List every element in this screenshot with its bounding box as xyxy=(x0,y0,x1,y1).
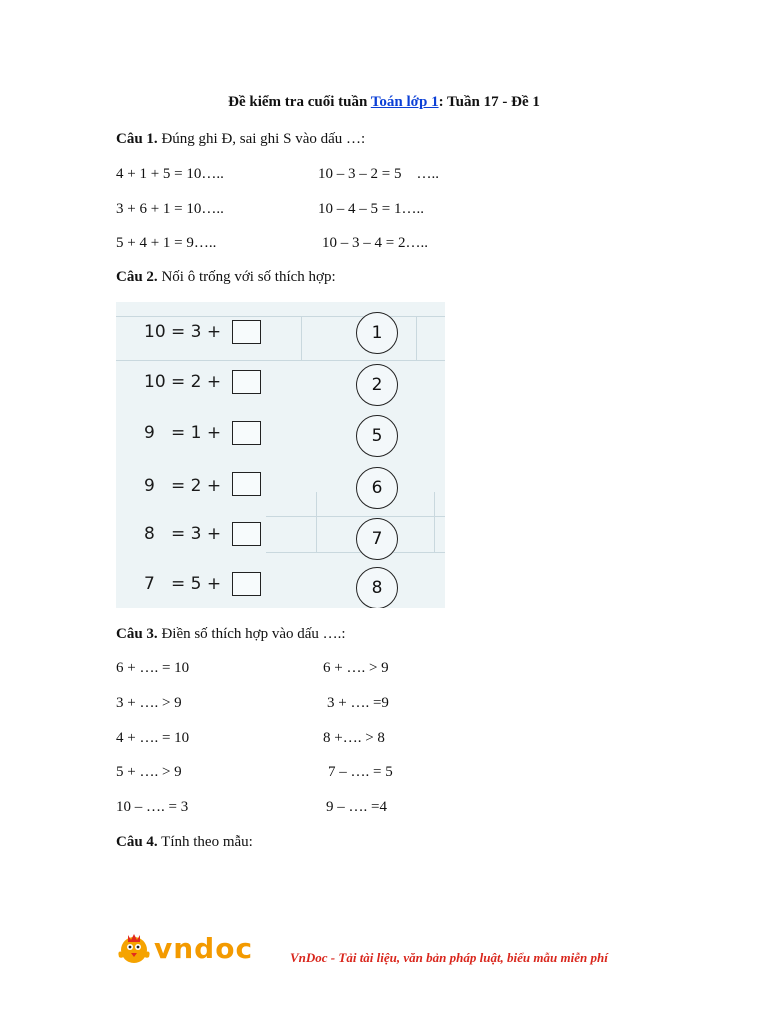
q3-right-1: 6 + …. > 9 xyxy=(323,660,389,676)
q1-left-3: 5 + 4 + 1 = 9….. xyxy=(116,235,217,251)
vndoc-logo[interactable] xyxy=(116,928,266,968)
answer-box[interactable] xyxy=(232,572,261,596)
q1-right-1: 10 – 3 – 2 = 5 ….. xyxy=(318,166,439,182)
number-circle[interactable]: 2 xyxy=(356,364,398,406)
answer-box[interactable] xyxy=(232,522,261,546)
q1-left-2: 3 + 6 + 1 = 10….. xyxy=(116,201,224,217)
question-3-title xyxy=(116,626,346,643)
number-circle[interactable]: 1 xyxy=(356,312,398,354)
answer-box[interactable] xyxy=(232,370,261,394)
q3-left-5: 10 – …. = 3 xyxy=(116,799,189,815)
number-circle[interactable]: 8 xyxy=(356,567,398,608)
q3-left-4: 5 + …. > 9 xyxy=(116,764,182,780)
title-prefix: Đề kiểm tra cuối tuần xyxy=(228,94,371,110)
question-1-title xyxy=(116,131,365,148)
title-suffix: : Tuần 17 - Đề 1 xyxy=(438,94,540,110)
match-equation: 10 = 3 + xyxy=(144,322,222,342)
answer-box[interactable] xyxy=(232,421,261,445)
question-4-text: Tính theo mẫu: xyxy=(157,834,253,850)
q3-left-2: 3 + …. > 9 xyxy=(116,695,182,711)
question-4-label: Câu 4. xyxy=(116,834,158,850)
logo-wordmark: vndoc xyxy=(154,931,254,965)
q1-left-1: 4 + 1 + 5 = 10….. xyxy=(116,166,224,182)
match-equation: 9 = 1 + xyxy=(144,423,222,443)
question-2-text: Nối ô trống với số thích hợp: xyxy=(157,269,336,285)
question-2-title xyxy=(116,269,336,286)
question-3-text: Điền số thích hợp vào dấu ….: xyxy=(157,626,346,642)
q3-left-1: 6 + …. = 10 xyxy=(116,660,190,676)
q3-right-3: 8 +…. > 8 xyxy=(323,730,385,746)
q3-right-4: 7 – …. = 5 xyxy=(328,764,393,780)
question-2-label: Câu 2. xyxy=(116,269,158,285)
number-circle[interactable]: 5 xyxy=(356,415,398,457)
q1-right-2: 10 – 4 – 5 = 1….. xyxy=(318,201,424,217)
number-circle[interactable]: 7 xyxy=(356,518,398,560)
match-equation: 9 = 2 + xyxy=(144,476,222,496)
q3-right-2: 3 + …. =9 xyxy=(327,695,389,711)
match-equation: 7 = 5 + xyxy=(144,574,222,594)
title-link[interactable]: Toán lớp 1 xyxy=(370,94,439,110)
answer-box[interactable] xyxy=(232,472,261,496)
question-1-label: Câu 1. xyxy=(116,131,158,147)
q1-right-3: 10 – 3 – 4 = 2….. xyxy=(322,235,428,251)
question-3-label: Câu 3. xyxy=(116,626,158,642)
question-4-title xyxy=(116,834,253,851)
match-equation: 10 = 2 + xyxy=(144,372,222,392)
page-title xyxy=(0,94,768,111)
q3-right-5: 9 – …. =4 xyxy=(326,799,387,815)
answer-box[interactable] xyxy=(232,320,261,344)
match-equation: 8 = 3 + xyxy=(144,524,222,544)
footer-tagline: VnDoc - Tải tài liệu, văn bản pháp luật, biểu mẫu miễn phí xyxy=(290,950,608,965)
number-circle[interactable]: 6 xyxy=(356,467,398,509)
chicken-mascot-icon xyxy=(116,928,152,968)
question-1-text: Đúng ghi Đ, sai ghi S vào dấu …: xyxy=(157,131,366,147)
matching-exercise-image xyxy=(116,302,445,608)
q3-left-3: 4 + …. = 10 xyxy=(116,730,190,746)
